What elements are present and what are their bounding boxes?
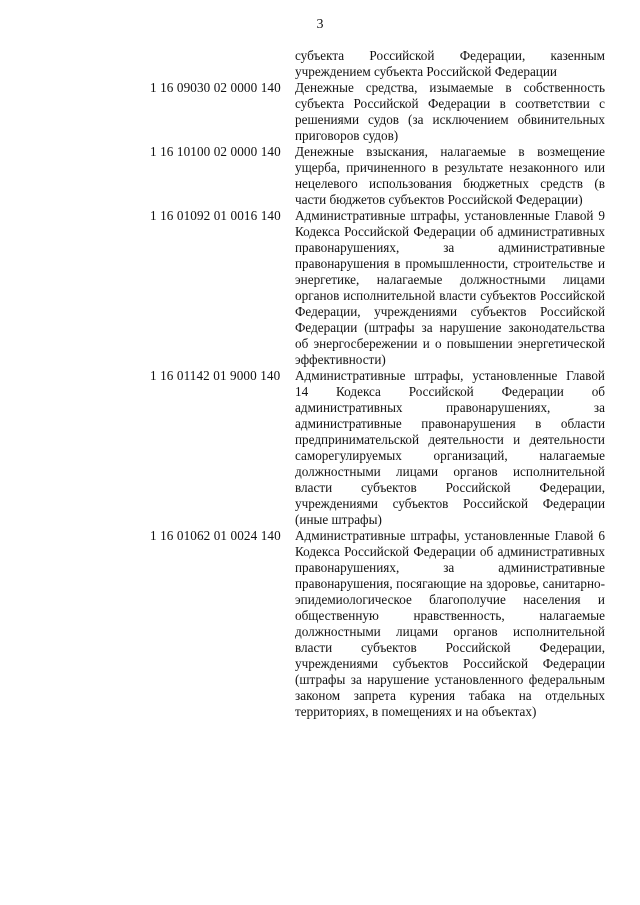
revenue-code: 1 16 01142 01 9000 140 — [150, 368, 281, 383]
revenue-description: Административные штрафы, установленные Главой 6 Кодекса Российской Федерации об административных правонарушениях, за административные правонарушения, посягающие на здоровье, санитарно-эпидемиологическое благополучие населения и общественную нравственность, налагаемые должностными лицами органов исполнительной власти субъектов Российской Федерации, учреждениями субъектов Российской Федерации (штрафы за нарушение установленного федеральным законом запрета курения табака на отдельных территориях, в помещениях и на объектах) — [295, 528, 605, 719]
table-row — [150, 528, 605, 720]
table-row — [150, 48, 605, 80]
classification-table — [150, 48, 605, 720]
table-row — [150, 144, 605, 208]
revenue-code: 1 16 09030 02 0000 140 — [150, 80, 281, 95]
revenue-description: Денежные средства, изымаемые в собственность субъекта Российской Федерации в соответствии с решениями судов (за исключением обвинительных приговоров судов) — [295, 80, 605, 143]
table-row — [150, 80, 605, 144]
revenue-description: субъекта Российской Федерации, казенным учреждением субъекта Российской Федерации — [295, 48, 605, 79]
page-number: 3 — [316, 17, 324, 32]
revenue-code: 1 16 01062 01 0024 140 — [150, 528, 281, 543]
table-row — [150, 208, 605, 368]
revenue-code: 1 16 01092 01 0016 140 — [150, 208, 281, 223]
revenue-code: 1 16 10100 02 0000 140 — [150, 144, 281, 159]
table-row — [150, 368, 605, 528]
revenue-description: Денежные взыскания, налагаемые в возмещение ущерба, причиненного в результате незаконного или нецелевого использования бюджетных средств (в части бюджетов субъектов Российской Федерации) — [295, 144, 605, 207]
revenue-description: Административные штрафы, установленные Главой 9 Кодекса Российской Федерации об административных правонарушениях, за административные правонарушения в промышленности, строительстве и энергетике, налагаемые должностными лицами органов исполнительной власти субъектов Российской Федерации, учреждениями субъектов Российской Федерации (штрафы за нарушение законодательства об энергосбережении и о повышении энергетической эффективности) — [295, 208, 605, 367]
revenue-description: Административные штрафы, установленные Главой 14 Кодекса Российской Федерации об административных правонарушениях, за административные правонарушения в области предпринимательской деятельности и деятельности саморегулируемых организаций, налагаемые должностными лицами органов исполнительной власти субъектов Российской Федерации, учреждениями субъектов Российской Федерации (иные штрафы) — [295, 368, 605, 527]
